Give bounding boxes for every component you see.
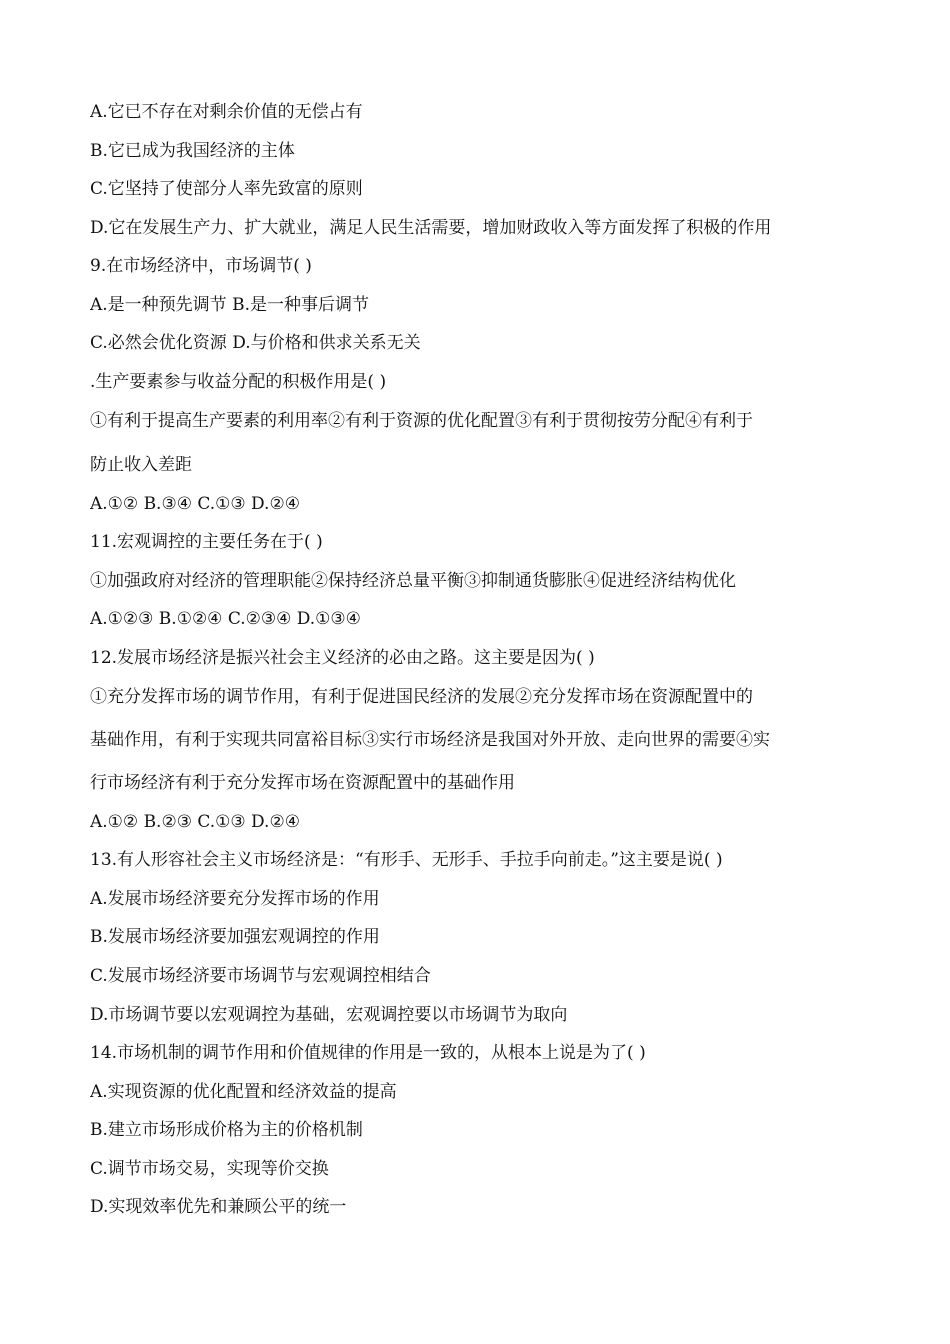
option-text: D.市场调节要以宏观调控为基础，宏观调控要以市场调节为取向 — [90, 1005, 568, 1025]
question-statements: 行市场经济有利于充分发挥市场在资源配置中的基础作用 — [90, 773, 515, 793]
question-statements: 防止收入差距 — [90, 455, 192, 475]
question-11: 11.宏观调控的主要任务在于( ) — [90, 532, 323, 552]
option-text: B.它已成为我国经济的主体 — [90, 141, 295, 161]
option-text: C.发展市场经济要市场调节与宏观调控相结合 — [90, 966, 431, 986]
option-text: B.发展市场经济要加强宏观调控的作用 — [90, 927, 380, 947]
question-10: .生产要素参与收益分配的积极作用是( ) — [90, 372, 387, 392]
option-text: A.它已不存在对剩余价值的无偿占有 — [90, 102, 363, 122]
option-text: A.发展市场经济要充分发挥市场的作用 — [90, 889, 380, 909]
question-statements: 基础作用，有利于实现共同富裕目标③实行市场经济是我国对外开放、走向世界的需要④实 — [90, 730, 770, 750]
question-12: 12.发展市场经济是振兴社会主义经济的必由之路。这主要是因为( ) — [90, 648, 595, 668]
option-text: B.建立市场形成价格为主的价格机制 — [90, 1120, 363, 1140]
option-text: A.实现资源的优化配置和经济效益的提高 — [90, 1082, 397, 1102]
option-text: A.是一种预先调节 B.是一种事后调节 — [90, 295, 369, 315]
option-text: A.①②③ B.①②④ C.②③④ D.①③④ — [90, 609, 361, 629]
option-text: D.它在发展生产力、扩大就业，满足人民生活需要，增加财政收入等方面发挥了积极的作用 — [90, 218, 772, 238]
question-9: 9.在市场经济中，市场调节( ) — [90, 256, 312, 276]
option-text: C.必然会优化资源 D.与价格和供求关系无关 — [90, 333, 421, 353]
question-statements: ①有利于提高生产要素的利用率②有利于资源的优化配置③有利于贯彻按劳分配④有利于 — [90, 411, 753, 431]
option-text: A.①② B.③④ C.①③ D.②④ — [90, 494, 300, 514]
option-text: A.①② B.②③ C.①③ D.②④ — [90, 812, 300, 832]
question-13: 13.有人形容社会主义市场经济是：“有形手、无形手、手拉手向前走。”这主要是说( ) — [90, 850, 723, 870]
question-statements: ①加强政府对经济的管理职能②保持经济总量平衡③抑制通货膨胀④促进经济结构优化 — [90, 571, 736, 591]
question-14: 14.市场机制的调节作用和价值规律的作用是一致的，从根本上说是为了( ) — [90, 1043, 646, 1063]
option-text: C.它坚持了使部分人率先致富的原则 — [90, 179, 363, 199]
option-text: D.实现效率优先和兼顾公平的统一 — [90, 1197, 347, 1217]
option-text: C.调节市场交易，实现等价交换 — [90, 1159, 329, 1179]
question-statements: ①充分发挥市场的调节作用，有利于促进国民经济的发展②充分发挥市场在资源配置中的 — [90, 687, 753, 707]
